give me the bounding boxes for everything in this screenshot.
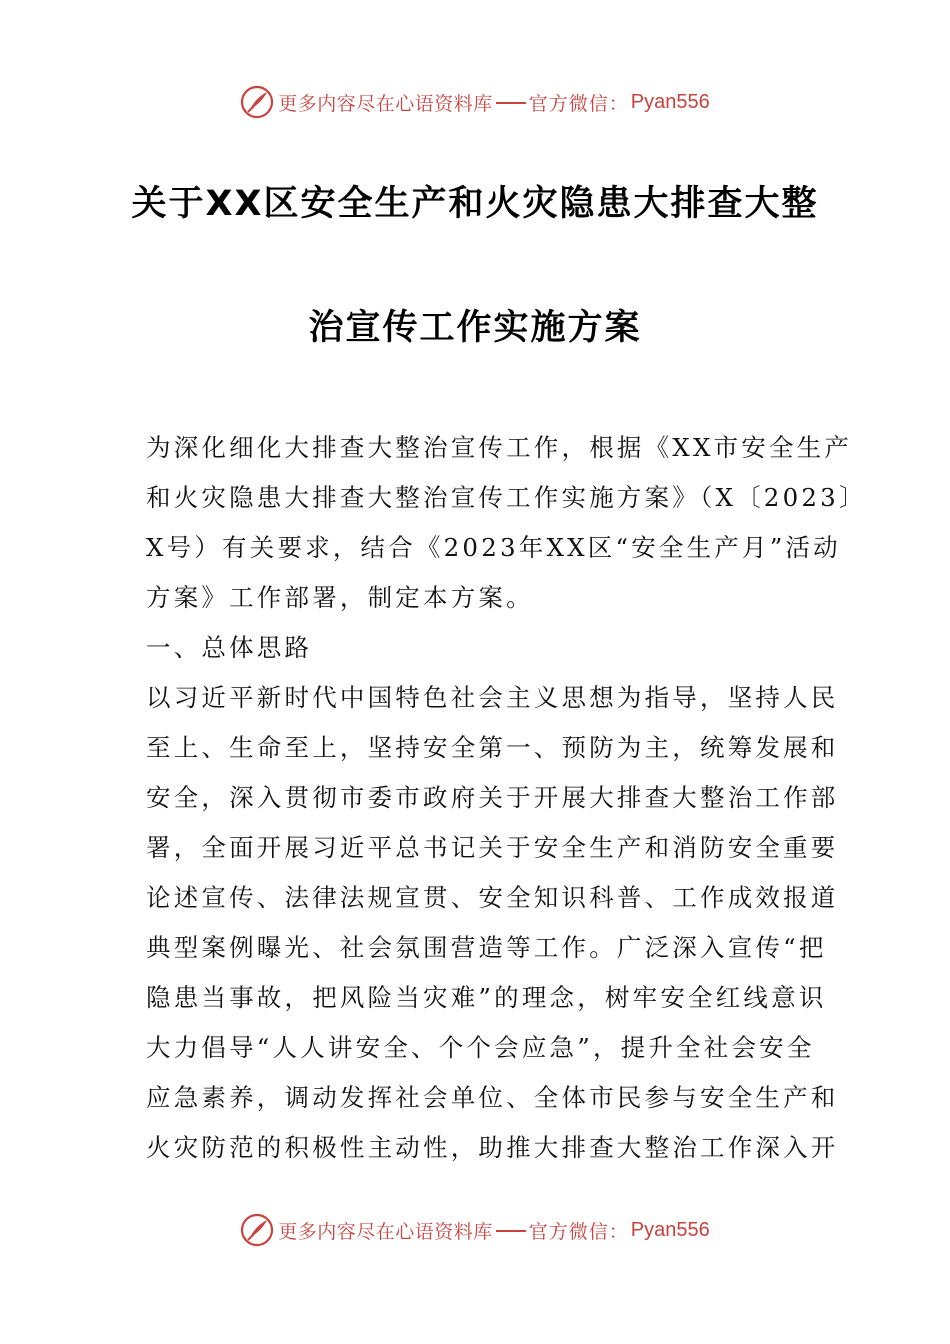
body-line: X号）有关要求，结合《2023年XX区“安全生产月”活动: [146, 533, 841, 562]
document-title-line-1: 关于XX区安全生产和火灾隐患大排查大整: [131, 184, 819, 224]
watermark-wechat-label: 官方微信：: [528, 1220, 629, 1243]
body-line: 典型案例曝光、社会氛围营造等工作。广泛深入宣传“把: [146, 933, 827, 962]
body-line: 和火灾隐患大排查大整治宣传工作实施方案》（X〔2023〕: [146, 483, 867, 512]
body-line: 以习近平新时代中国特色社会主义思想为指导，坚持人民: [146, 683, 839, 712]
body-line: 应急素养，调动发挥社会单位、全体市民参与安全生产和: [146, 1083, 839, 1112]
feather-pen-logo-icon: [240, 1213, 274, 1247]
body-line: 署，全面开展习近平总书记关于安全生产和消防安全重要: [146, 833, 839, 862]
body-line: 方案》工作部署，制定本方案。: [146, 583, 534, 612]
watermark-dash: [496, 102, 526, 104]
watermark-wechat-id: Pyan556: [630, 1218, 710, 1241]
body-line: 安全，深入贯彻市委市政府关于开展大排查大整治工作部: [146, 783, 839, 812]
watermark-brand-text: 更多内容尽在心语资料库: [278, 92, 493, 115]
watermark-brand-text: 更多内容尽在心语资料库: [278, 1220, 493, 1243]
section-heading: 一、总体思路: [146, 633, 313, 662]
watermark-wechat-id: Pyan556: [630, 90, 710, 113]
feather-pen-logo-icon: [240, 85, 274, 119]
body-line: 火灾防范的积极性主动性，助推大排查大整治工作深入开: [146, 1133, 839, 1162]
watermark-banner-bottom: [0, 1210, 950, 1250]
body-line: 论述宣传、法律法规宣贯、安全知识科普、工作成效报道: [146, 883, 839, 912]
document-title-line-2: 治宣传工作实施方案: [308, 308, 642, 348]
body-line: 至上、生命至上，坚持安全第一、预防为主，统筹发展和: [146, 733, 839, 762]
watermark-dash: [496, 1230, 526, 1232]
body-line: 为深化细化大排查大整治宣传工作，根据《XX市安全生产: [146, 433, 853, 462]
body-line: 大力倡导“人人讲安全、个个会应急”，提升全社会安全: [146, 1033, 815, 1062]
watermark-banner-top: [0, 82, 950, 122]
body-line: 隐患当事故，把风险当灾难”的理念，树牢安全红线意识: [146, 983, 827, 1012]
watermark-wechat-label: 官方微信：: [528, 92, 629, 115]
